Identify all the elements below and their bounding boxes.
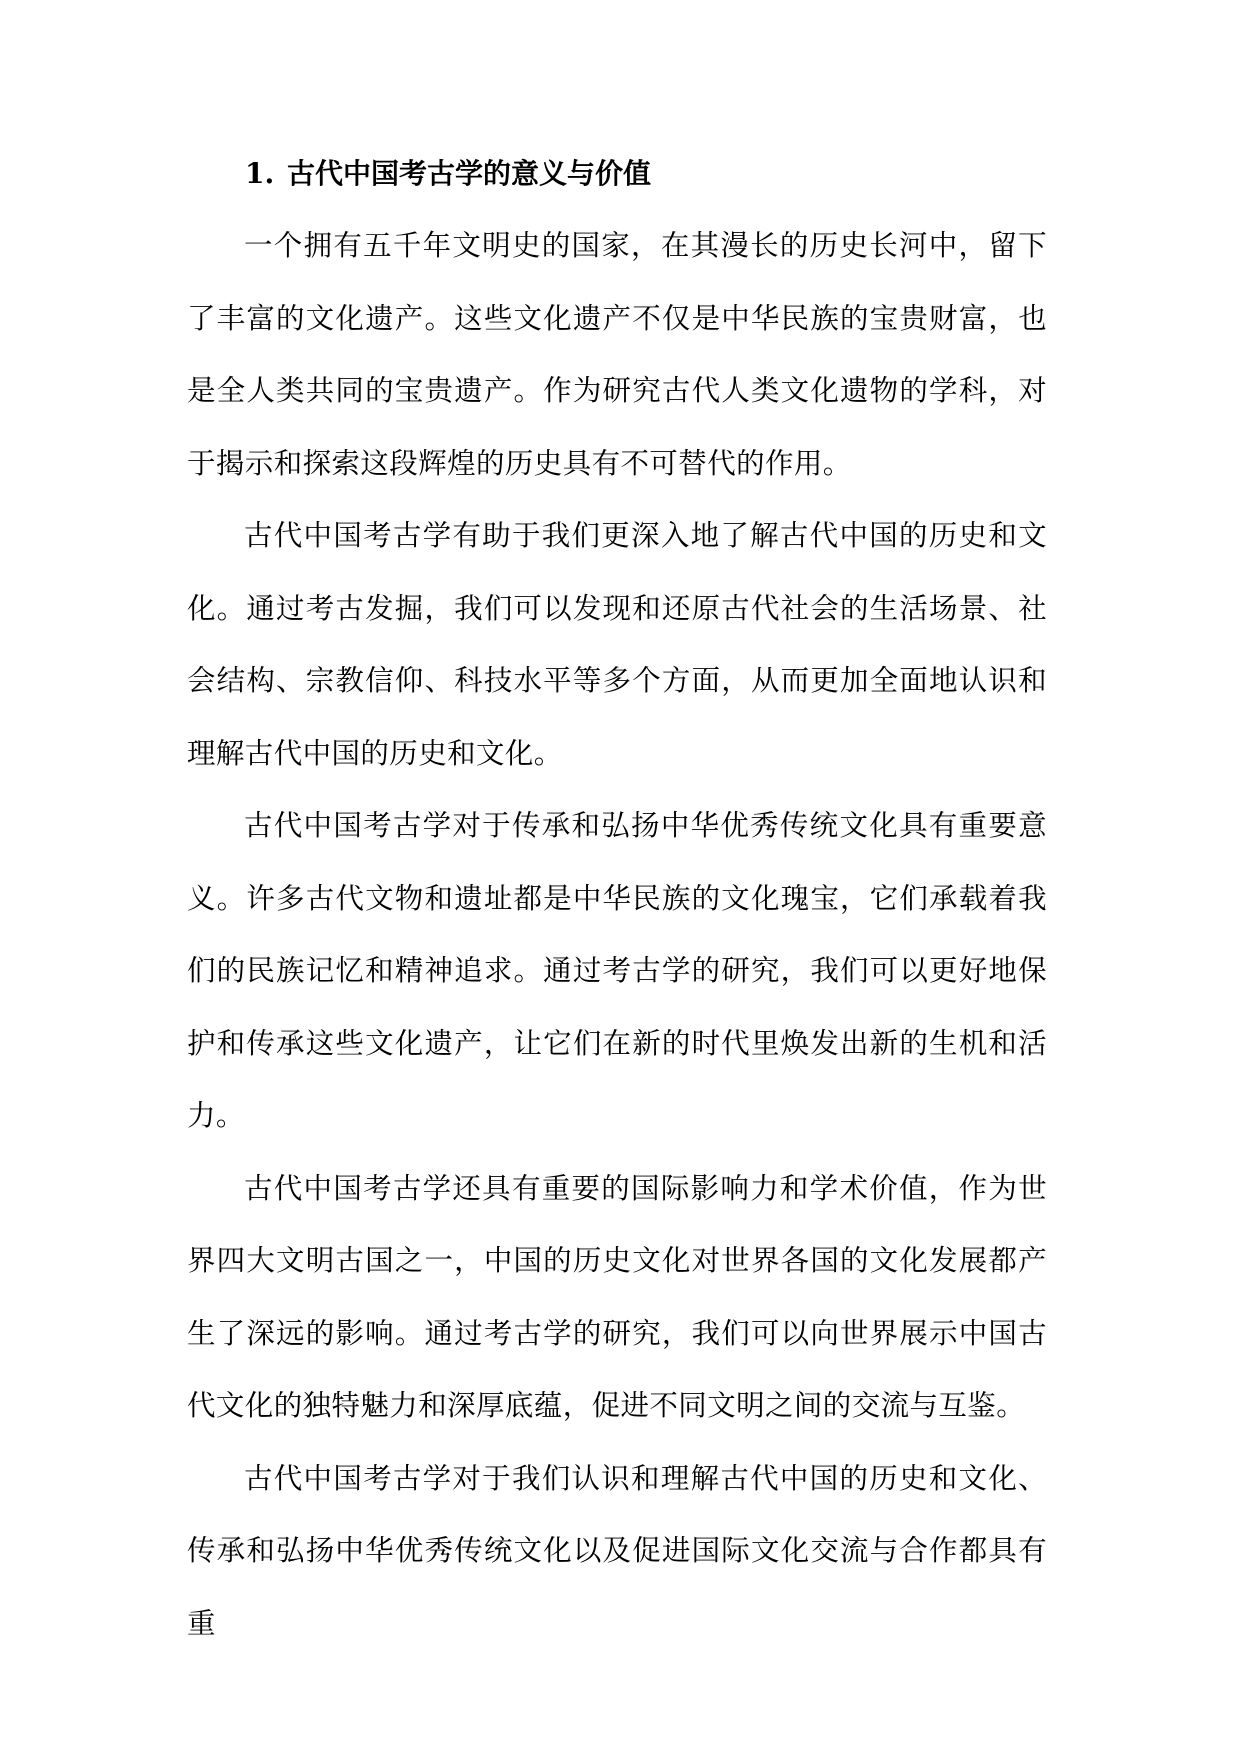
paragraph-4: 古代中国考古学还具有重要的国际影响力和学术价值，作为世界四大文明古国之一，中国的历史文化对世界各国的文化发展都产生了深远的影响。通过考古学的研究，我们可以向世界展示中国古代文化的独特魅力和深厚底蕴，促进不同文明之间的交流与互鉴。: [187, 1171, 1047, 1422]
paragraph-2: 古代中国考古学有助于我们更深入地了解古代中国的历史和文化。通过考古发掘，我们可以发现和还原古代社会的生活场景、社会结构、宗教信仰、科技水平等多个方面，从而更加全面地认识和理解古代中国的历史和文化。: [187, 519, 1047, 770]
section-title: 古代中国考古学的意义与价值: [287, 157, 652, 190]
paragraph-1: 一个拥有五千年文明史的国家，在其漫长的历史长河中，留下了丰富的文化遗产。这些文化遗产不仅是中华民族的宝贵财富，也是全人类共同的宝贵遗产。作为研究古代人类文化遗物的学科，对于揭示和探索这段辉煌的历史具有不可替代的作用。: [187, 229, 1047, 480]
section-number: 1.: [245, 157, 275, 190]
paragraph-5: 古代中国考古学对于我们认识和理解古代中国的历史和文化、传承和弘扬中华优秀传统文化以及促进国际文化交流与合作都具有重: [187, 1461, 1047, 1640]
document-body: [187, 138, 1047, 1660]
paragraph-3: 古代中国考古学对于传承和弘扬中华优秀传统文化具有重要意义。许多古代文物和遗址都是中华民族的文化瑰宝，它们承载着我们的民族记忆和精神追求。通过考古学的研究，我们可以更好地保护和传承这些文化遗产，让它们在新的时代里焕发出新的生机和活力。: [187, 809, 1047, 1132]
section-heading: [245, 138, 1047, 210]
